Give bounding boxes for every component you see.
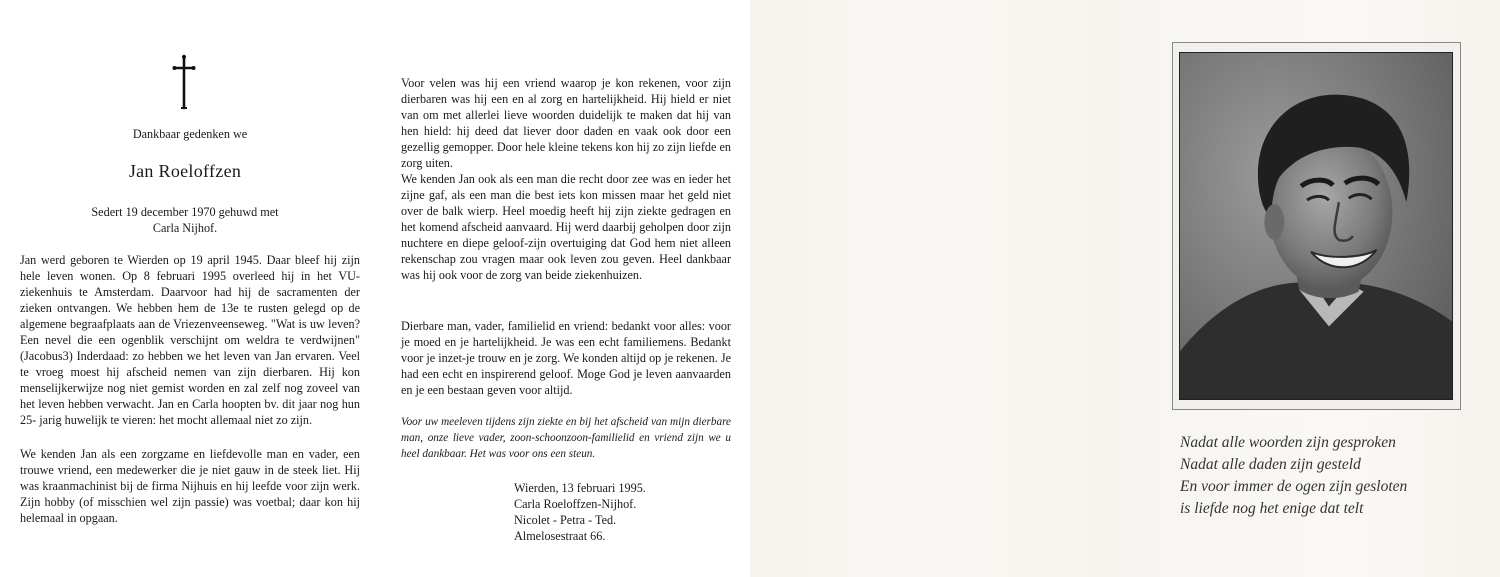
deceased-name: Jan Roeloffzen	[128, 161, 242, 181]
signature-address: Almelosestraat 66.	[514, 529, 606, 543]
poem-line-3: En voor immer de ogen zijn gesloten	[1180, 478, 1408, 495]
signature-place-date: Wierden, 13 februari 1995.	[514, 481, 646, 495]
married-line-1: Sedert 19 december 1970 gehuwd met	[91, 205, 279, 219]
married-line-2: Carla Nijhof.	[152, 221, 218, 235]
portrait-photo	[1179, 52, 1453, 400]
photo-panel	[1120, 0, 1500, 577]
middle-paragraph-3: Dierbare man, vader, familielid en vriend: bedankt voor alles: voor je moed en je hartelijkheid. Je was een echt familiemens. Bedankt voor je inzet-je trouw en je zorg. We konden altijd op je rekenen. Je had een echt en inspirerend geloof. Moge God je leven aanvaarden en je een bestaan geven voor altijd.	[401, 319, 731, 397]
poem-line-4: is liefde nog het enige dat telt	[1180, 500, 1364, 517]
cross-icon	[171, 54, 197, 110]
signature-widow: Carla Roeloffzen-Nijhof.	[514, 497, 637, 511]
poem-line-2: Nadat alle daden zijn gesteld	[1180, 456, 1361, 473]
memorial-heading: Dankbaar gedenken we	[132, 127, 248, 141]
left-text-panel	[0, 0, 375, 577]
middle-paragraph-2: We kenden Jan ook als een man die recht door zee was en ieder het zijne gaf, als een man die best iets kon missen maar het geld niet over de balk wierp. Heel moedig heeft hij zijn ziekte gedragen en het komend afscheid aanvaard. Hij werd daarbij geholpen door zijn nuchtere en diepe geloof-zijn overtuiging dat God hem niet alleen rekenschap zou vragen maar ook leven zou geven. Heel dankbaar was hij ook voor de zorg van beide ziekenhuizen.	[401, 172, 731, 282]
blank-back-panel	[750, 0, 1120, 577]
thanks-paragraph: Voor uw meeleven tijdens zijn ziekte en bij het afscheid van mijn dierbare man, onze lieve vader, zoon-schoonzoon-familielid en vriend zijn we u heel dankbaar. Het was voor ons een steun.	[401, 416, 731, 460]
bio-paragraph-2: We kenden Jan als een zorgzame en liefdevolle man en vader, een trouwe vriend, een medewerker die je niet gauw in de steek liet. Hij was kraanmachinist bij de firma Nijhuis en hij leefde voor zijn werk. Zijn hobby (of misschien wel zijn passie) was voetbal; daar kon hij helemaal in opgaan.	[20, 447, 360, 525]
bio-paragraph-1: Jan werd geboren te Wierden op 19 april 1945. Daar bleef hij zijn hele leven wonen. Op 8 februari 1995 overleed hij in het VU-ziekenhuis te Amsterdam. Daarvoor had hij de sacramenten der zieken ontvangen. We hebben hem de 13e te rusten gelegd op de algemene begraafplaats aan de Vriezenveenseweg. "Wat is uw leven? Een nevel die een ogenblik verschijnt om weldra te verdwijnen" (Jacobus3) Inderdaad: zo hebben we het leven van Jan ervaren. Veel te vroeg moest hij afscheid nemen van zijn dierbaren. Hij kon menselijkerwijze nog niet gemist worden en zal zelf nog zoveel van het leven hebben verwacht. Jan en Carla hoopten bv. dit jaar nog hun 25- jarig huwelijk te vieren: het mocht allemaal niet zo zijn.	[20, 253, 360, 427]
middle-paragraph-1: Voor velen was hij een vriend waarop je kon rekenen, voor zijn dierbaren was hij een en al zorg en hartelijkheid. Hij hield er niet van om met allerlei lieve woorden duidelijk te maken dat hij van hen hield: hij deed dat liever door daden en vaak ook door een gezellig gemopper. Door hele kleine tekens kon hij zo zijn liefde en zorg uiten.	[401, 76, 731, 170]
middle-text-panel	[375, 0, 750, 577]
poem-line-1: Nadat alle woorden zijn gesproken	[1180, 434, 1396, 451]
signature-children: Nicolet - Petra - Ted.	[514, 513, 617, 527]
